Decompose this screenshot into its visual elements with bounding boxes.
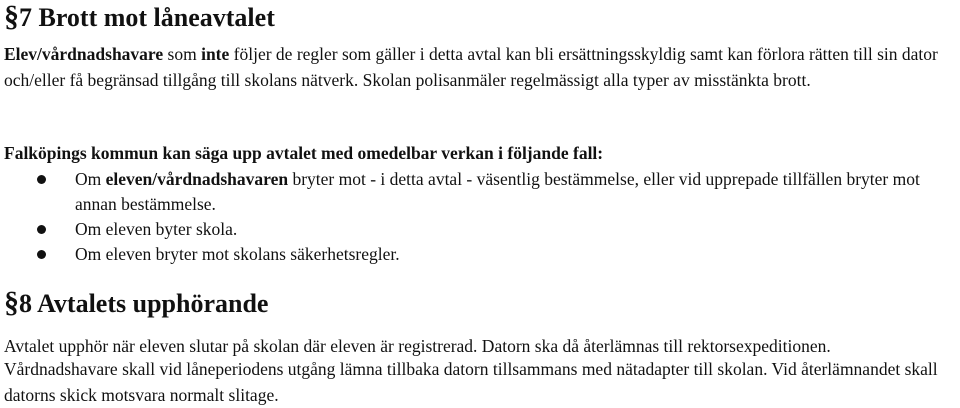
intro-bold-inte: inte: [201, 44, 230, 64]
termination-lead-text: Falköpings kommun kan säga upp avtalet med omedelbar verkan i följande fall:: [4, 143, 604, 163]
section-8-title: 8 Avtalets upphörande: [19, 289, 269, 318]
bullet2-text: Om eleven byter skola.: [75, 219, 238, 239]
list-item: [0, 217, 960, 242]
section-8-paragraph-1: Avtalet upphör när eleven slutar på skolan där eleven är registrerad. Datorn ska då återlämnas till rektorsexpeditionen.: [4, 336, 831, 356]
section-7-title: 7 Brott mot låneavtalet: [19, 3, 275, 32]
section-8-heading: [4, 288, 268, 319]
bullet1-text-2: bryter mot - i detta avtal - väsentlig bestämmelse, eller vid upprepade tillfällen bryter mot annan bestämmelse.: [75, 169, 920, 214]
bullet-icon: [37, 175, 46, 184]
termination-lead: [4, 140, 959, 166]
termination-list: [0, 167, 960, 267]
section-symbol: §: [4, 286, 19, 319]
intro-text-2: följer de regler som gäller i detta avtal kan bli ersättningsskyldig samt kan förlora rätten till sin dator och/eller få begränsad tillgång till skolans nätverk. Skolan polisanmäler regelmässigt alla typer av misstänkta brott.: [4, 44, 938, 90]
intro-text-1: som: [163, 44, 202, 64]
bullet1-text-1: Om: [75, 169, 106, 189]
list-item: [0, 242, 960, 267]
section-8-paragraph-2: Vårdnadshavare skall vid låneperiodens utgång lämna tillbaka datorn tillsammans med nätadapter till skolan. Vid återlämnandet skall datorns skick motsvara normalt slitage.: [4, 359, 938, 405]
bullet-icon: [37, 250, 46, 259]
section-7-intro: [4, 41, 959, 93]
intro-bold-subject: Elev/vårdnadshavare: [4, 44, 164, 64]
list-item: [0, 167, 960, 217]
section-7-heading: [4, 2, 275, 33]
bullet1-bold: eleven/vårdnadshavaren: [105, 169, 289, 189]
section-symbol: §: [4, 0, 19, 33]
bullet3-text: Om eleven bryter mot skolans säkerhetsregler.: [75, 244, 400, 264]
bullet-icon: [37, 225, 46, 234]
